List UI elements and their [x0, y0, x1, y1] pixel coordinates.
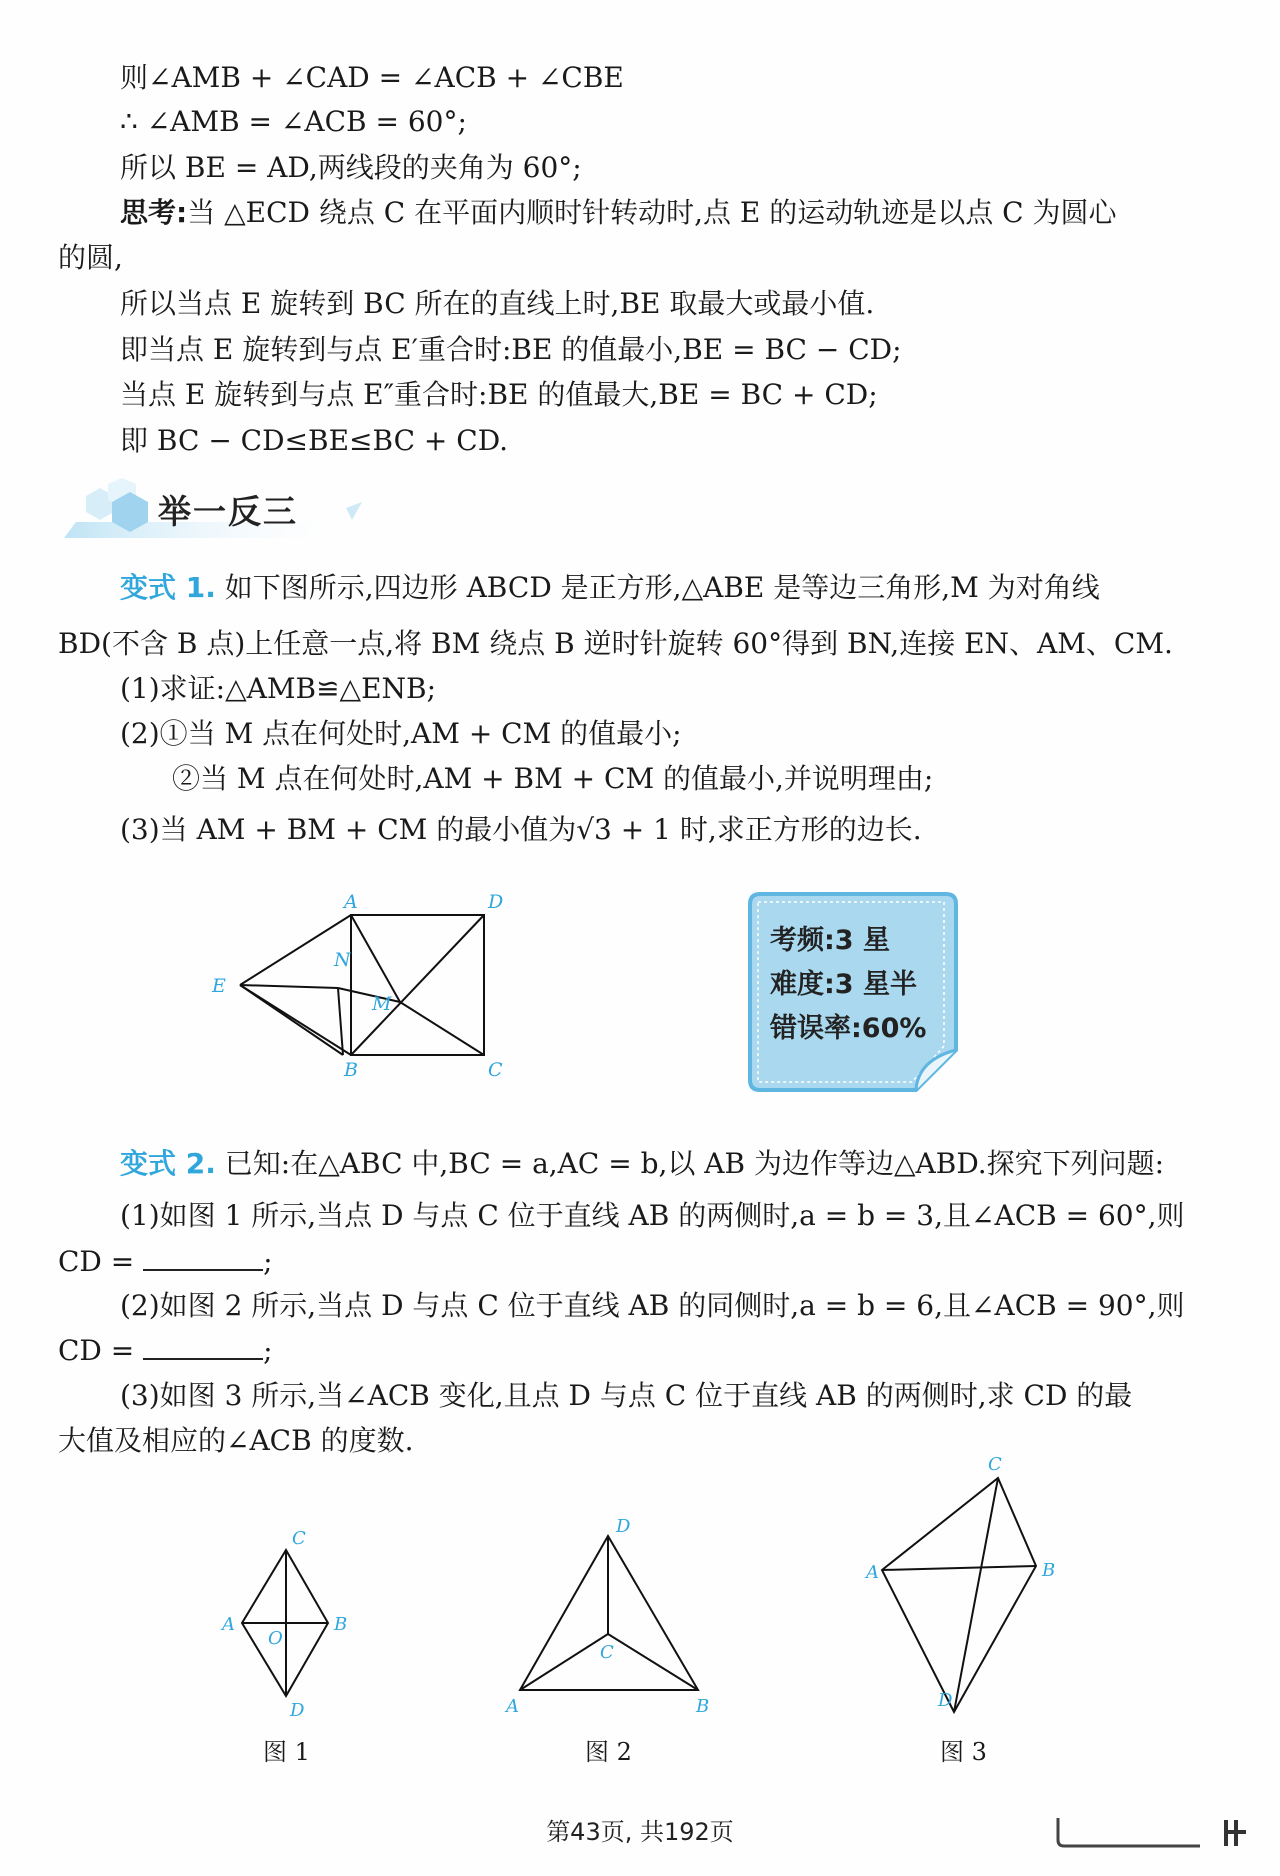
- variant2-question-3a: (3)如图 3 所示,当∠ACB 变化,且点 D 与点 C 位于直线 AB 的两侧时,求 CD 的最: [120, 1379, 1133, 1412]
- fig2-label-c: C: [600, 1642, 614, 1663]
- variant1-text: 如下图所示,四边形 ABCD 是正方形,△ABE 是等边三角形,M 为对角线: [224, 571, 1100, 604]
- variant2-question-1b: [58, 1242, 273, 1282]
- fig3-label-b: B: [1042, 1560, 1056, 1581]
- label-m: M: [372, 993, 392, 1015]
- viewer-scroll-icon[interactable]: [1058, 1818, 1200, 1846]
- figure-1-caption: 图 1: [263, 1738, 310, 1766]
- q1-cd-label: CD =: [58, 1245, 135, 1278]
- label-d: D: [488, 891, 504, 913]
- figure-3: [860, 1450, 1080, 1720]
- variant1-label: 变式 1.: [120, 571, 216, 604]
- fig2-label-a: A: [506, 1696, 519, 1717]
- section-header: [56, 478, 366, 540]
- q2-cd-label: CD =: [58, 1334, 135, 1367]
- label-a: A: [344, 891, 358, 913]
- label-e: E: [212, 975, 226, 997]
- variant1-question-2a: (2)①当 M 点在何处时,AM + CM 的值最小;: [120, 717, 682, 750]
- variant2-question-3b: 大值及相应的∠ACB 的度数.: [58, 1424, 414, 1457]
- q1-semicolon: ;: [263, 1245, 273, 1278]
- think-text: 当 △ECD 绕点 C 在平面内顺时针转动时,点 E 的运动轨迹是以点 C 为圆心: [187, 196, 1117, 229]
- think-label: 思考:: [120, 196, 188, 229]
- variant2-label: 变式 2.: [120, 1147, 216, 1180]
- proof-line-9: 即 BC − CD≤BE≤BC + CD.: [120, 424, 509, 457]
- figure-1: [216, 1526, 366, 1716]
- figure-2-caption: 图 2: [585, 1738, 632, 1766]
- fig3-ab: [882, 1566, 1036, 1570]
- fig2-bc: [608, 1634, 698, 1690]
- label-b: B: [344, 1059, 358, 1080]
- figure-3-caption: 图 3: [940, 1738, 987, 1766]
- stats-frequency: 考频:3 星: [770, 925, 890, 956]
- page-indicator: 第43页, 共192页: [546, 1818, 734, 1846]
- section-title: 举一反三: [158, 492, 298, 531]
- fig1-label-o: O: [268, 1628, 283, 1649]
- fig1-label-c: C: [292, 1528, 306, 1549]
- viewer-controls[interactable]: [1050, 1812, 1250, 1852]
- variant2-text: 已知:在△ABC 中,BC = a,AC = b,以 AB 为边作等边△ABD.探究下列问题:: [224, 1147, 1165, 1180]
- variant1-line-1: [120, 568, 1100, 608]
- diagonal-bd: [351, 915, 484, 1055]
- fig1-label-d: D: [290, 1700, 305, 1716]
- fig2-ac: [520, 1634, 608, 1690]
- fig3-label-c: C: [988, 1454, 1002, 1475]
- label-n: N: [334, 949, 351, 971]
- fig1-label-a: A: [222, 1614, 235, 1635]
- proof-line-2: ∴ ∠AMB = ∠ACB = 60°;: [120, 105, 467, 138]
- proof-line-5: 的圆,: [58, 241, 123, 274]
- stats-card: [746, 890, 960, 1094]
- label-c: C: [488, 1059, 503, 1080]
- fig2-label-d: D: [616, 1516, 631, 1537]
- fig3-label-a: A: [866, 1562, 879, 1583]
- variant2-line-1: [120, 1144, 1164, 1184]
- variant2-question-1a: (1)如图 1 所示,当点 D 与点 C 位于直线 AB 的两侧时,a = b = 3,且∠ACB = 60°,则: [120, 1199, 1185, 1232]
- proof-line-6: 所以当点 E 旋转到 BC 所在的直线上时,BE 取最大或最小值.: [120, 287, 875, 320]
- variant1-figure: [200, 890, 530, 1080]
- variant1-question-1: (1)求证:△AMB≌△ENB;: [120, 672, 437, 705]
- proof-line-3: 所以 BE = AD,两线段的夹角为 60°;: [120, 151, 582, 184]
- segment-am: [351, 915, 400, 1002]
- proof-line-1: 则∠AMB + ∠CAD = ∠ACB + ∠CBE: [120, 61, 624, 94]
- variant1-line-2: BD(不含 B 点)上任意一点,将 BM 绕点 B 逆时针旋转 60°得到 BN,连接 EN、AM、CM.: [58, 627, 1173, 660]
- fig1-label-b: B: [334, 1614, 348, 1635]
- segment-nb: [338, 988, 343, 1055]
- fig3-quad: [882, 1478, 1036, 1712]
- variant1-question-2b: ②当 M 点在何处时,AM + BM + CM 的值最小,并说明理由;: [172, 762, 934, 795]
- figure-2: [500, 1512, 720, 1718]
- think-line: [120, 193, 1116, 233]
- stats-error-rate: 错误率:60%: [770, 1013, 927, 1044]
- q2-semicolon: ;: [263, 1334, 273, 1367]
- segment-cm: [400, 1002, 484, 1055]
- stats-difficulty: 难度:3 星半: [770, 969, 917, 1000]
- variant2-question-2a: (2)如图 2 所示,当点 D 与点 C 位于直线 AB 的同侧时,a = b = 6,且∠ACB = 90°,则: [120, 1289, 1185, 1322]
- fig3-cd: [954, 1478, 998, 1712]
- q1-answer-blank: [143, 1245, 263, 1271]
- proof-line-8: 当点 E 旋转到与点 E″重合时:BE 的值最大,BE = BC + CD;: [120, 378, 878, 411]
- fig2-label-b: B: [696, 1696, 710, 1717]
- proof-line-7: 即当点 E 旋转到与点 E′重合时:BE 的值最小,BE = BC − CD;: [120, 333, 902, 366]
- variant2-question-2b: [58, 1331, 273, 1371]
- segment-en-upper: [240, 985, 338, 988]
- variant1-question-3: (3)当 AM + BM + CM 的最小值为√3 + 1 时,求正方形的边长.: [120, 813, 922, 846]
- q2-answer-blank: [143, 1334, 263, 1360]
- segment-en: [240, 985, 343, 1055]
- fig3-label-d: D: [938, 1690, 953, 1711]
